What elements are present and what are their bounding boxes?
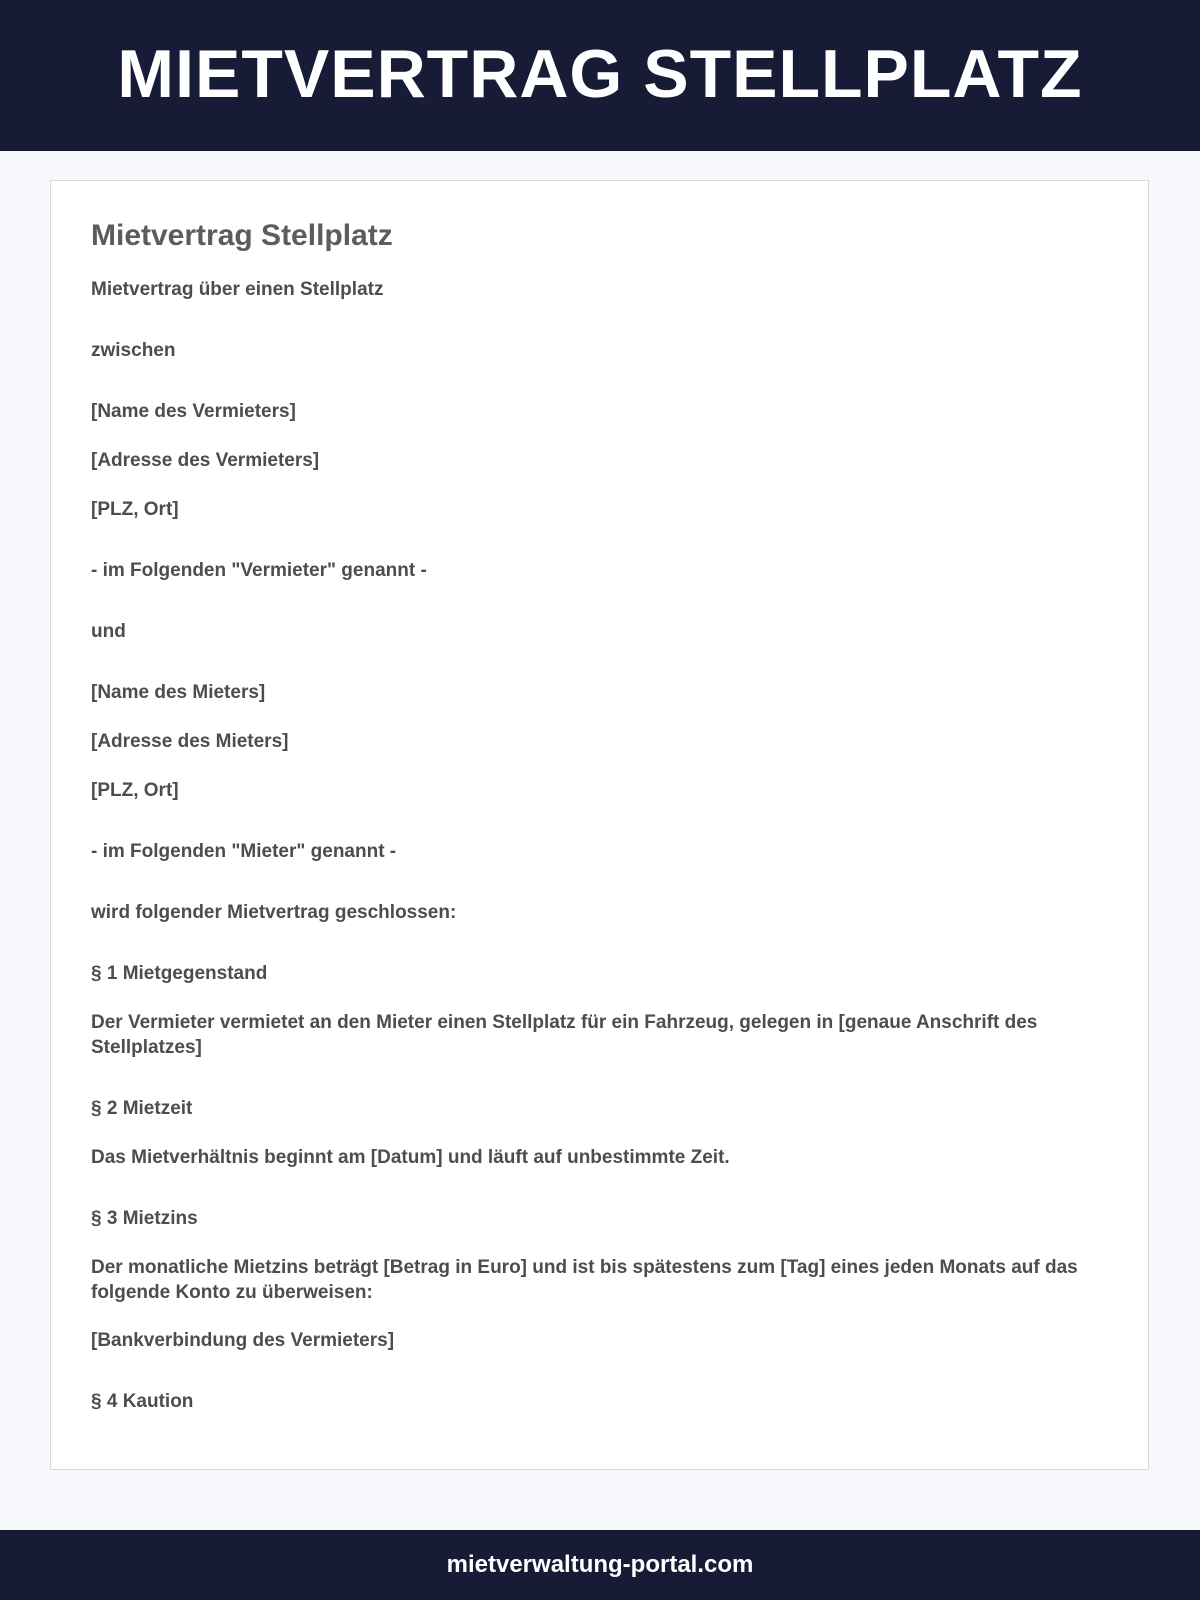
tenant-name: [Name des Mieters] — [91, 682, 266, 703]
bottom-banner — [0, 1530, 1200, 1600]
between-label: zwischen — [91, 340, 176, 361]
section-2-heading: § 2 Mietzeit — [91, 1098, 193, 1119]
tenant-designation: - im Folgenden "Mieter" genannt - — [91, 841, 397, 862]
section-1-text: Der Vermieter vermietet an den Mieter einen Stellplatz für ein Fahrzeug, gelegen in [genaue Anschrift des Stellplatzes] — [91, 1012, 1038, 1058]
landlord-address: [Adresse des Vermieters] — [91, 450, 320, 471]
landlord-name: [Name des Vermieters] — [91, 401, 296, 422]
top-banner — [0, 0, 1200, 151]
landlord-postcode-city: [PLZ, Ort] — [91, 499, 179, 520]
section-2-text: Das Mietverhältnis beginnt am [Datum] und läuft auf unbestimmte Zeit. — [91, 1147, 730, 1168]
section-1-heading: § 1 Mietgegenstand — [91, 963, 268, 984]
footer-website: mietverwaltung-portal.com — [446, 1551, 754, 1578]
section-3-heading: § 3 Mietzins — [91, 1208, 198, 1229]
contract-concluded-text: wird folgender Mietvertrag geschlossen: — [91, 902, 457, 923]
bank-details: [Bankverbindung des Vermieters] — [91, 1330, 395, 1351]
section-3-text: Der monatliche Mietzins beträgt [Betrag in Euro] und ist bis spätestens zum [Tag] eines jeden Monats auf das folgende Konto zu überweisen: — [91, 1257, 1078, 1303]
document-heading: Mietvertrag Stellplatz — [91, 219, 393, 252]
and-label: und — [91, 621, 126, 642]
tenant-postcode-city: [PLZ, Ort] — [91, 780, 179, 801]
document-card — [50, 180, 1149, 1470]
banner-title: MIETVERTRAG STELLPLATZ — [117, 35, 1083, 112]
section-4-heading: § 4 Kaution — [91, 1391, 194, 1412]
landlord-designation: - im Folgenden "Vermieter" genannt - — [91, 560, 427, 581]
tenant-address: [Adresse des Mieters] — [91, 731, 289, 752]
contract-intro: Mietvertrag über einen Stellplatz — [91, 279, 384, 300]
